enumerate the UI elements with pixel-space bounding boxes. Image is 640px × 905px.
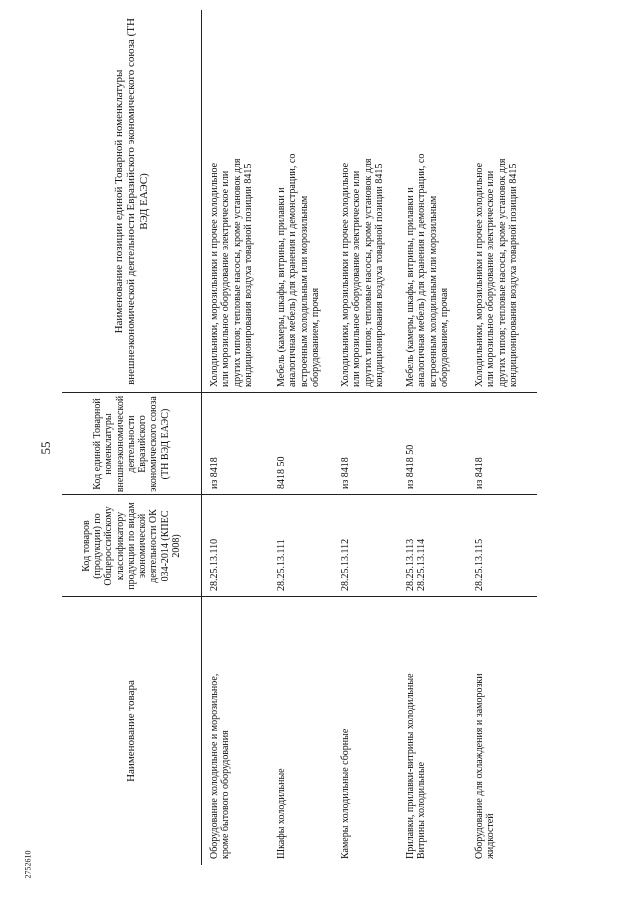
product-name-cell — [474, 597, 497, 865]
cell-line: Прилавки, прилавки-витрины холодильные — [405, 673, 416, 859]
tnved-code-cell — [474, 393, 485, 495]
cell-line: других типов; тепловые насосы, кроме установок для — [362, 158, 374, 387]
cell-line: оборудованием, прочая — [309, 287, 321, 387]
cell-line: Оборудование холодильное и морозильное, — [209, 673, 220, 859]
tnved-description-cell — [405, 10, 450, 393]
cell-line: Камеры холодильные сборные — [340, 728, 351, 859]
cell-line: встроенным холодильным или морозильным — [427, 195, 439, 387]
okpd2-code-cell — [276, 495, 287, 597]
header-tnved-name: Наименование позиции единой Товарной номенклатуры внешнеэкономической деятельности Евразийского экономического союза (ТН ВЭД ЕАЭС) — [62, 10, 202, 393]
product-name-cell — [405, 597, 428, 865]
cell-line: кондиционирования воздуха товарной позиции 8415 — [373, 163, 385, 387]
goods-table — [62, 10, 537, 865]
cell-line: 28.25.13.111 — [276, 539, 287, 591]
cell-line: кондиционирования воздуха товарной позиции 8415 — [242, 163, 254, 387]
cell-line: из 8418 — [209, 457, 220, 489]
cell-line: 8418 50 — [276, 456, 287, 489]
okpd2-code-cell — [474, 495, 485, 597]
cell-line: Шкафы холодильные — [276, 768, 287, 859]
cell-line: кроме бытового оборудования — [220, 730, 232, 859]
document-id: 2752610 — [23, 850, 33, 879]
cell-line: других типов; тепловые насосы, кроме установок для — [231, 158, 243, 387]
product-name-cell — [340, 597, 351, 865]
cell-line: 28.25.13.113 — [405, 538, 416, 591]
cell-line: кондиционирования воздуха товарной позиции 8415 — [507, 163, 519, 387]
cell-line: 28.25.13.114 — [416, 538, 428, 591]
cell-line: из 8418 — [340, 457, 351, 489]
cell-line: Холодильники, морозильники и прочее холодильное — [474, 162, 485, 387]
header-okpd2-code: Код товаров (продукции) по Общероссийскому классификатору продукции по видам экономической деятельности ОК 034-2014 (КПЕС 2008) — [62, 495, 202, 597]
tnved-code-cell — [209, 393, 220, 495]
tnved-code-cell — [340, 393, 351, 495]
tnved-code-cell — [276, 393, 287, 495]
cell-line: Холодильники, морозильники и прочее холодильное — [340, 162, 351, 387]
product-name-cell — [276, 597, 287, 865]
cell-line: аналогичная мебель) для хранения и демонстрации, со — [287, 153, 299, 387]
cell-line: из 8418 50 — [405, 444, 416, 489]
cell-line: Мебель (камеры, шкафы, витрины, прилавки и — [405, 187, 416, 387]
cell-line: других типов; тепловые насосы, кроме установок для — [496, 158, 508, 387]
cell-line: Холодильники, морозильники и прочее холодильное — [209, 162, 220, 387]
tnved-description-cell — [276, 10, 321, 393]
header-tnved-code: Код единой Товарной номенклатуры внешнеэкономической деятельности Евразийского экономического союза (ТН ВЭД ЕАЭС) — [62, 393, 202, 495]
cell-line: жидкостей — [485, 813, 497, 859]
cell-line: 28.25.13.110 — [209, 538, 220, 591]
tnved-description-cell — [340, 10, 385, 393]
cell-line: оборудованием, прочая — [438, 287, 450, 387]
product-name-cell — [209, 597, 232, 865]
cell-line: из 8418 — [474, 457, 485, 489]
okpd2-code-cell — [405, 495, 428, 597]
cell-line: или морозильное оборудование электрическое или — [220, 170, 232, 387]
cell-line: 28.25.13.112 — [340, 538, 351, 591]
okpd2-code-cell — [340, 495, 351, 597]
cell-line: аналогичная мебель) для хранения и демонстрации, со — [416, 153, 428, 387]
rotated-page-area — [62, 10, 537, 865]
header-product-name: Наименование товара — [62, 597, 202, 865]
tnved-description-cell — [209, 10, 254, 393]
tnved-code-cell — [405, 393, 416, 495]
cell-line: Оборудование для охлаждения и заморозки — [474, 673, 485, 859]
cell-line: или морозильное оборудование электрическое или — [351, 170, 363, 387]
cell-line: 28.25.13.115 — [474, 538, 485, 591]
cell-line: Мебель (камеры, шкафы, витрины, прилавки и — [276, 187, 287, 387]
cell-line: встроенным холодильным или морозильным — [298, 195, 310, 387]
okpd2-code-cell — [209, 495, 220, 597]
cell-line: или морозильное оборудование электрическое или — [485, 170, 497, 387]
page-number: 55 — [38, 441, 53, 455]
cell-line: Витрины холодильные — [416, 761, 428, 859]
tnved-description-cell — [474, 10, 519, 393]
